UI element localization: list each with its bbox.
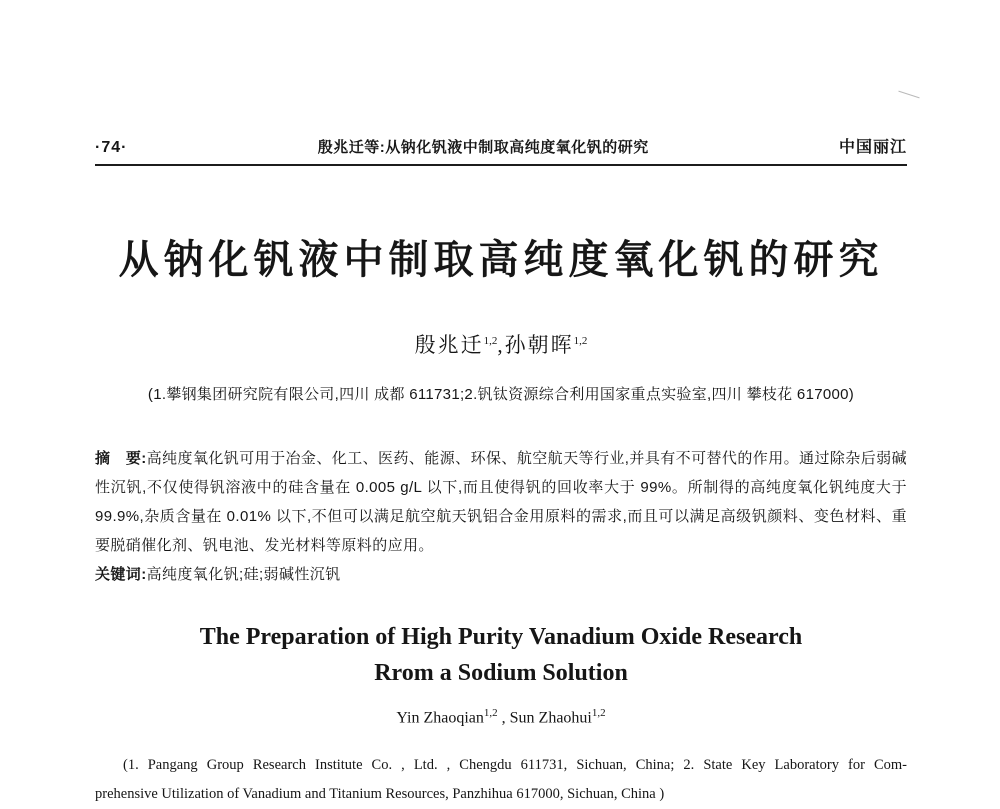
affiliation-en (95, 751, 907, 809)
abstract-text: 高纯度氧化钒可用于冶金、化工、医药、能源、环保、航空航天等行业,并具有不可替代的作用。通过除杂后弱碱性沉钒,不仅使得钒溶液中的硅含量在 0.005 g/L 以下,而且使得钒的回收率大于 99%。所制得的高纯度氧化钒纯度大于 99.9%,杂质含量在 0.01% 以下,不但可以满足航空航天钒铝合金用原料的需求,而且可以满足高级钒颜料、变色材料、重要脱硝催化剂、钒电池、发光材料等原料的应用。 (95, 450, 907, 554)
running-header (95, 134, 907, 166)
paper-page (95, 134, 907, 809)
author-cn-1-affil-sup: 1,2 (483, 335, 498, 347)
page-number: ·74· (95, 139, 128, 156)
paper-title-en-line2: Rrom a Sodium Solution (374, 660, 628, 686)
abstract-paragraph (95, 444, 907, 589)
author-cn-1: 殷兆迁 (414, 333, 484, 357)
author-cn-2: 孙朝晖 (504, 333, 574, 357)
keywords-label: 关键词: (95, 566, 147, 583)
paper-title-en (95, 619, 907, 691)
authors-cn (95, 329, 907, 359)
authors-en-separator: , Sun Zhaohui (497, 709, 592, 727)
running-header-title: 殷兆迁等:从钠化钒液中制取高纯度氧化钒的研究 (317, 139, 649, 156)
author-en-1-affil-sup: 1,2 (483, 707, 498, 719)
abstract-label: 摘 要: (95, 450, 147, 467)
affiliation-en-line1: (1. Pangang Group Research Institute Co. , Ltd. , Chengdu 611731, Sichuan, China; 2. State Key Laboratory for Com- (123, 757, 907, 774)
paper-title-en-line1: The Preparation of High Purity Vanadium Oxide Research (199, 624, 803, 650)
keywords-text: 高纯度氧化钒;硅;弱碱性沉钒 (146, 566, 341, 583)
author-en-1: Yin Zhaoqian (396, 709, 484, 727)
authors-cn-separator: , (497, 333, 505, 357)
affiliation-cn: (1.攀钢集团研究院有限公司,四川 成都 611731;2.钒钛资源综合利用国家重点实验室,四川 攀枝花 617000) (147, 386, 855, 403)
affiliation-en-line2: prehensive Utilization of Vanadium and Titanium Resources, Panzhihua 617000, Sichuan, China ) (95, 786, 665, 803)
author-en-2-affil-sup: 1,2 (591, 707, 606, 719)
paper-title-cn: 从钠化钒液中制取高纯度氧化钒的研究 (118, 238, 884, 282)
scan-artifact (898, 91, 919, 99)
author-cn-2-affil-sup: 1,2 (573, 335, 588, 347)
journal-name: 中国丽江 (838, 139, 907, 156)
keywords-line (95, 560, 907, 589)
authors-en (95, 707, 907, 727)
